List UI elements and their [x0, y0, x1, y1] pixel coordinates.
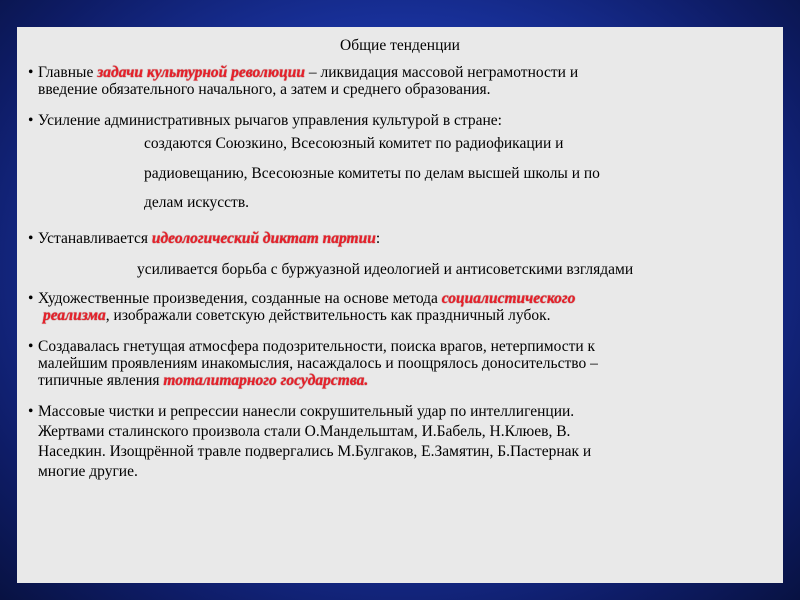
bullet-cultural-revolution-line2: введение обязательного начального, а затем и среднего образования.	[38, 81, 491, 99]
bullet-administrative: • Усиление административных рычагов управления культурой в стране:	[28, 112, 502, 130]
highlight-realism: реализма	[43, 307, 106, 325]
bullet-icon: •	[28, 229, 34, 247]
bullet-icon: •	[28, 338, 34, 356]
bullet-repressions: • Массовые чистки и репрессии нанесли сокрушительный удар по интеллигенции.	[28, 403, 575, 421]
atmosphere-line2: малейшим проявлениям инакомыслия, насаждалось и поощрялось доносительство –	[38, 355, 598, 373]
repressions-line2: Жертвами сталинского произвола стали О.Мандельштам, И.Бабель, Н.Клюев, В.	[38, 423, 571, 441]
administrative-line3: радиовещанию, Всесоюзные комитеты по делам высшей школы и по	[144, 164, 600, 182]
bullet-icon: •	[28, 403, 34, 421]
highlight-socialist: социалистического	[441, 289, 576, 307]
administrative-line4: делам искусств.	[144, 194, 250, 212]
slide-title: Общие тенденции	[340, 37, 460, 54]
bullet-cultural-revolution: • Главные задачи культурной революции – ликвидация массовой неграмотности и	[28, 64, 579, 82]
highlight-totalitarian: тоталитарного государства.	[163, 372, 369, 390]
atmosphere-line3: типичные явления тоталитарного государства.	[38, 372, 369, 390]
repressions-line4: многие другие.	[38, 463, 138, 481]
highlight-party-dictate: идеологический диктат партии	[151, 229, 376, 247]
bullet-socialist-realism: • Художественные произведения, созданные на основе метода социалистического	[28, 289, 576, 307]
ideology-line2: усиливается борьба с буржуазной идеологией и антисоветскими взглядами	[137, 260, 634, 278]
bullet-atmosphere: • Создавалась гнетущая атмосфера подозрительности, поиска врагов, нетерпимости к	[28, 338, 596, 356]
bullet-icon: •	[28, 112, 34, 130]
bullet-ideology: • Устанавливается идеологический диктат партии:	[28, 229, 381, 247]
highlight-cultural-revolution: задачи культурной революции	[97, 64, 306, 82]
bullet-icon: •	[28, 289, 34, 307]
bullet-icon: •	[28, 64, 34, 82]
repressions-line3: Наседкин. Изощрённой травле подвергались М.Булгаков, Е.Замятин, Б.Пастернак и	[38, 443, 592, 461]
administrative-line2: создаются Союзкино, Всесоюзный комитет по радиофикации и	[144, 135, 564, 153]
socialist-realism-line2: реализма, изображали советскую действительность как праздничный лубок.	[43, 307, 551, 325]
content-panel	[17, 27, 783, 583]
